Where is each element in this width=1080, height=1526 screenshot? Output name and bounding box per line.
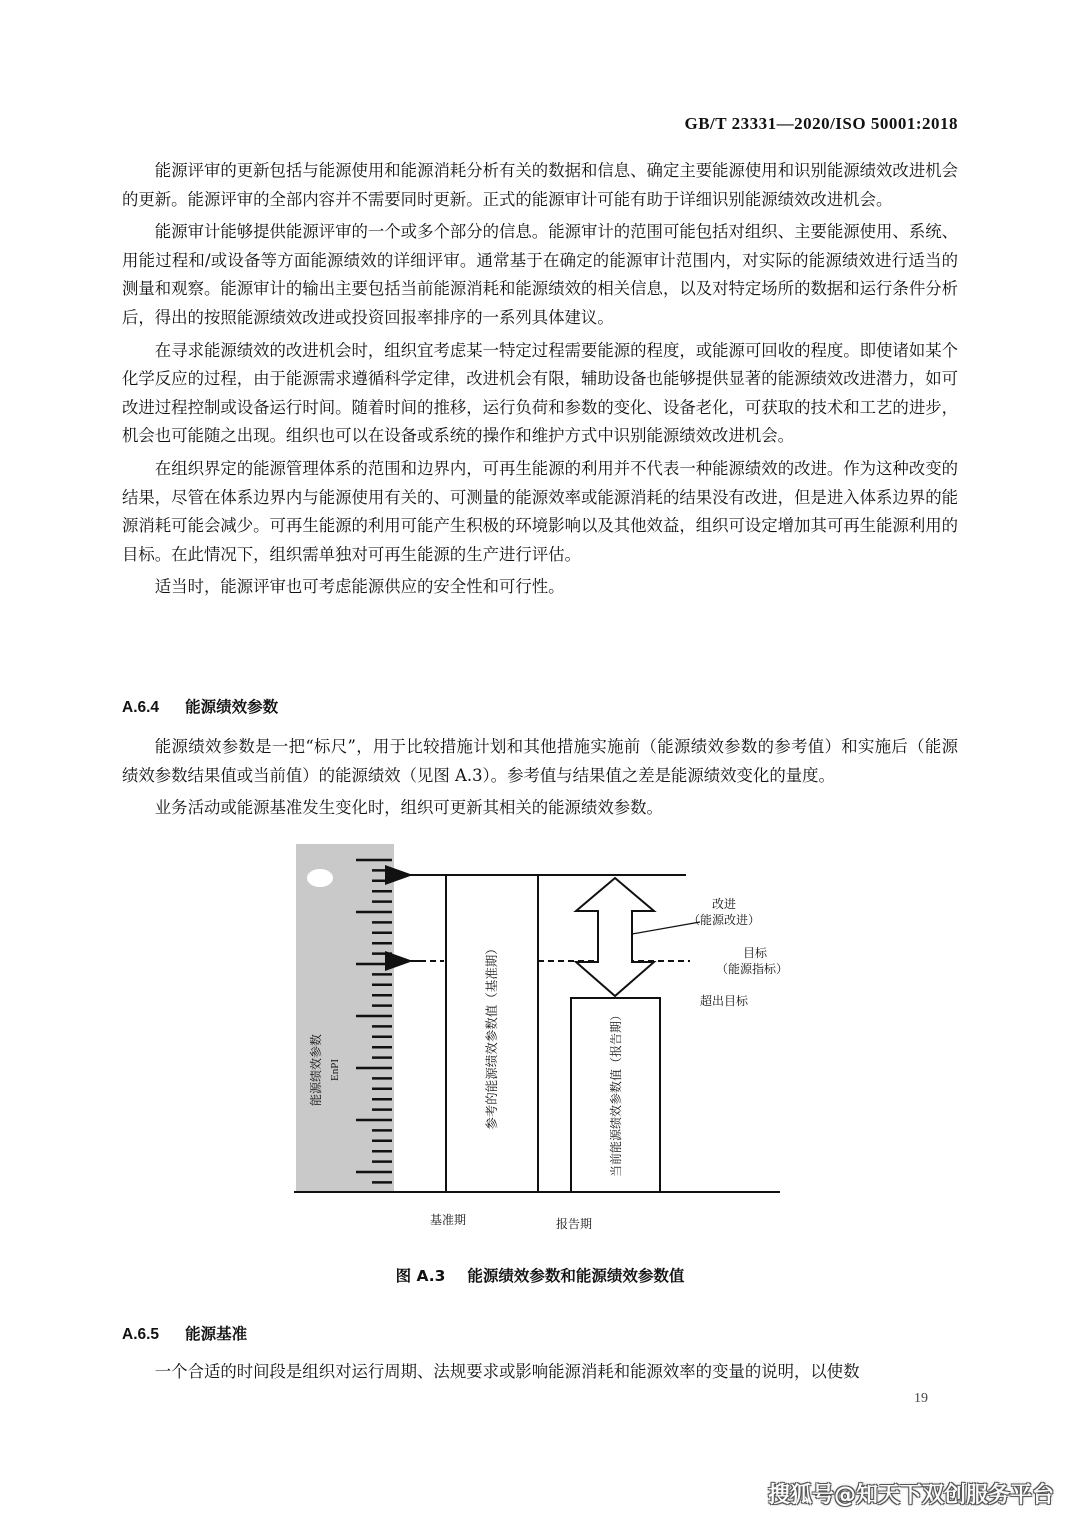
improvement-double-arrow-icon <box>576 878 654 996</box>
ruler-hole <box>307 869 333 887</box>
paragraph-energy-review-update: 能源评审的更新包括与能源使用和能源消耗分析有关的数据和信息、确定主要能源使用和识别能源绩效改进机会的更新。能源评审的全部内容并不需要同时更新。正式的能源审计可能有助于详细识别能源绩效改进机会。 <box>122 161 958 209</box>
current-bar-label: 当前能源绩效参数值（报告期） <box>609 1008 623 1178</box>
a65-text-block <box>122 1358 958 1387</box>
section-title: 能源基准 <box>185 1325 248 1343</box>
intro-text-block <box>122 157 958 602</box>
target-sublabel: （能源指标） <box>715 962 789 976</box>
improvement-sublabel: （能源改进） <box>687 913 761 927</box>
target-label: 目标 <box>742 946 768 960</box>
paragraph-enpi-definition: 能源绩效参数是一把“标尺”，用于比较措施计划和其他措施实施前（能源绩效参数的参考值）和实施后（能源绩效参数结果值或当前值）的能源绩效（见图 A.3）。参考值与结果值之差是能源绩效变化的量度。 <box>122 737 958 785</box>
watermark: 搜狐号@知天下双创服务平台 <box>767 1483 1054 1508</box>
section-heading-a64 <box>122 695 278 717</box>
section-number: A.6.4 <box>122 699 160 716</box>
paragraph-improvement-opportunities: 在寻求能源绩效的改进机会时，组织宜考虑某一特定过程需要能源的程度，或能源可回收的程度。即使诸如某个化学反应的过程，由于能源需求遵循科学定律，改进机会有限，辅助设备也能够提供显著的能源绩效改进潜力，如可改进过程控制或设备运行时间。随着时间的推移，运行负荷和参数的变化、设备老化，可获取的技术和工艺的进步，机会也可能随之出现。组织也可以在设备或系统的操作和维护方式中识别能源绩效改进机会。 <box>122 340 958 446</box>
standard-header: GB/T 23331—2020/ISO 50001:2018 <box>684 114 958 133</box>
paragraph-energy-audit: 能源审计能够提供能源评审的一个或多个部分的信息。能源审计的范围可能包括对组织、主要能源使用、系统、用能过程和/或设备等方面能源绩效的详细评审。通常基于在确定的能源审计范围内，对实际的能源绩效进行适当的测量和观察。能源审计的输出主要包括当前能源消耗和能源绩效的相关信息，以及对特定场所的数据和运行条件分析后，得出的按照能源绩效改进或投资回报率排序的一系列具体建议。 <box>122 222 958 327</box>
section-title: 能源绩效参数 <box>185 698 279 716</box>
paragraph-renewable-energy: 在组织界定的能源管理体系的范围和边界内，可再生能源的利用并不代表一种能源绩效的改进。作为这种改变的结果，尽管在体系边界内与能源使用有关的、可测量的能源效率或能源消耗的结果没有改进，但是进入体系边界的能源消耗可能会减少。可再生能源的利用可能产生积极的环境影响以及其他效益，组织可设定增加其可再生能源利用的目标。在此情况下，组织需单独对可再生能源的生产进行评估。 <box>122 458 958 564</box>
section-number: A.6.5 <box>122 1326 160 1343</box>
improvement-label: 改进 <box>711 897 737 911</box>
paragraph-supply-security: 适当时，能源评审也可考虑能源供应的安全性和可行性。 <box>154 577 565 597</box>
ruler-label: 能源绩效参数 <box>309 1033 323 1107</box>
exceed-target-label: 超出目标 <box>699 994 749 1008</box>
a64-text-block <box>122 733 958 823</box>
section-heading-a65 <box>122 1322 247 1344</box>
figure-title: 能源绩效参数和能源绩效参数值 <box>467 1267 685 1285</box>
enpi-figure <box>0 838 1080 1231</box>
paragraph-enpi-update: 业务活动或能源基准发生变化时，组织可更新其相关的能源绩效参数。 <box>154 798 663 818</box>
figure-number: 图 A.3 <box>395 1267 446 1285</box>
figure-caption <box>0 1264 1080 1286</box>
baseline-period-label: 基准期 <box>429 1213 467 1227</box>
page-number: 19 <box>914 1391 928 1406</box>
paragraph-energy-baseline: 一个合适的时间段是组织对运行周期、法规要求或影响能源消耗和能源效率的变量的说明，以使数 <box>154 1362 860 1381</box>
report-period-label: 报告期 <box>555 1217 593 1231</box>
reference-bar-label: 参考的能源绩效参数值（基准期） <box>484 942 499 1130</box>
ruler-sublabel: EnPI <box>329 1059 341 1081</box>
